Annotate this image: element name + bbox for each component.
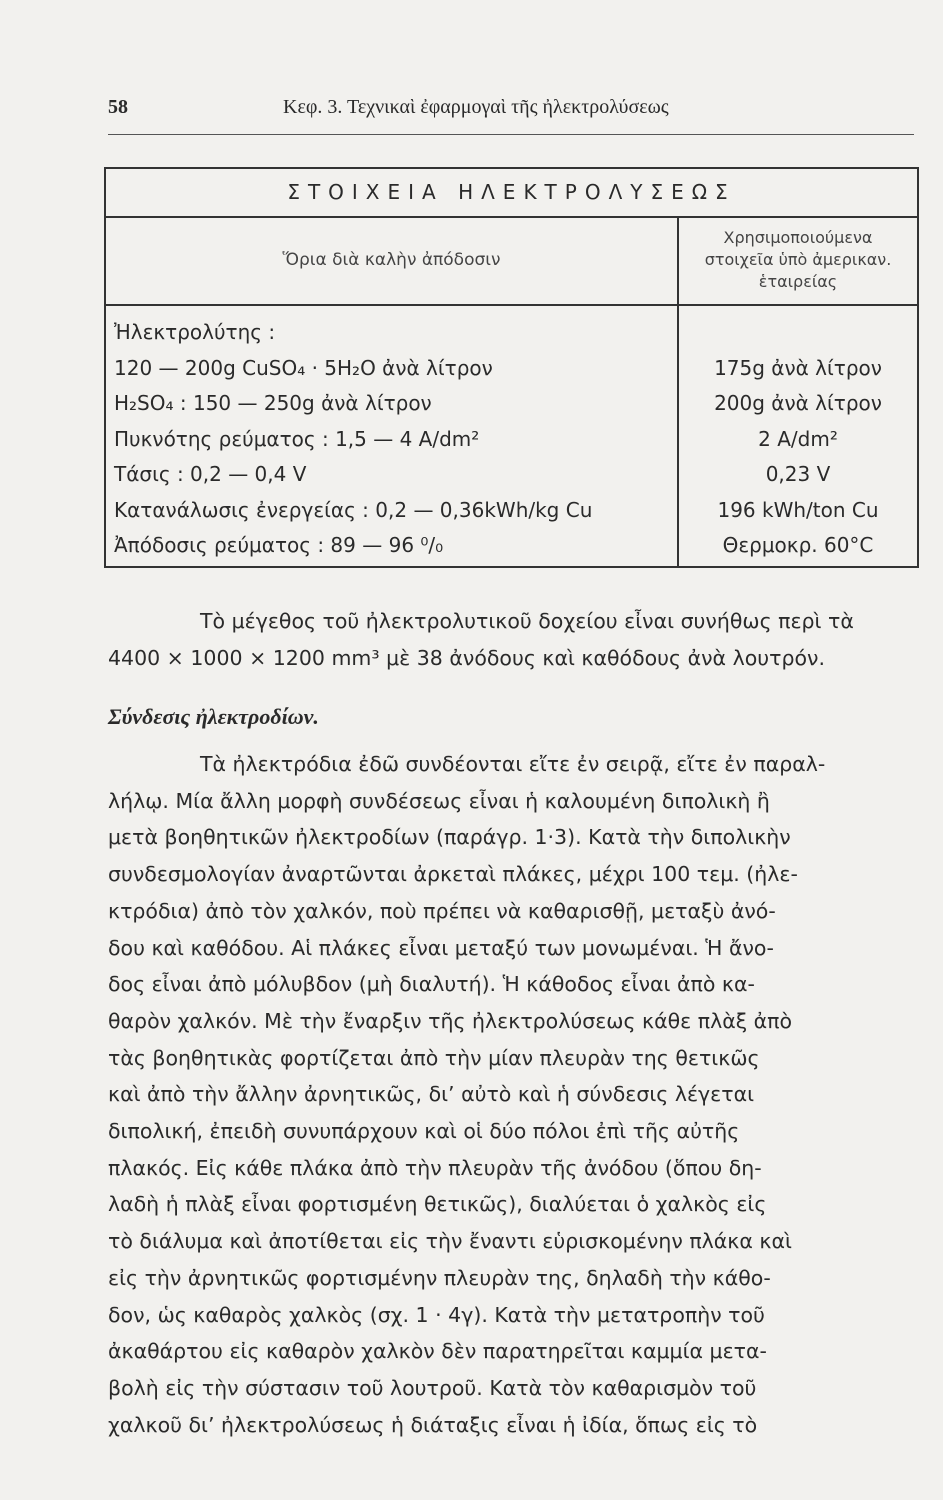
- text-line: διπολική, ἐπειδὴ συνυπάρχουν καὶ οἱ δύο πόλοι ἐπὶ τῆς αὐτῆς: [108, 1119, 740, 1144]
- text-line: θαρὸν χαλκόν. Μὲ τὴν ἔναρξιν τῆς ἠλεκτρολύσεως κάθε πλὰξ ἀπὸ: [108, 1008, 793, 1033]
- limits-column: [114, 315, 674, 564]
- text-line: δος εἶναι ἀπὸ μόλυβδον (μὴ διαλυτή). Ἡ κάθοδος εἶναι ἀπὸ κα-: [108, 972, 755, 997]
- text-line: καὶ ἀπὸ τὴν ἄλλην ἀρνητικῶς, δι’ αὐτὸ καὶ ἡ σύνδεσις λέγεται: [108, 1082, 755, 1107]
- text-line: τὰς βοηθητικὰς φορτίζεται ἀπὸ τὴν μίαν πλευρὰν της θετικῶς: [108, 1045, 760, 1070]
- text-line: δου καὶ καθόδου. Αἱ πλάκες εἶναι μεταξύ των μονωμέναι. Ἡ ἄνο-: [108, 935, 774, 960]
- text-line: Τὸ μέγεθος τοῦ ἠλεκτρολυτικοῦ δοχείου εἶναι συνήθως περὶ τὰ: [200, 609, 854, 633]
- text-line: λήλῳ. Μία ἄλλη μορφὴ συνδέσεως εἶναι ἡ καλουμένη διπολικὴ ἢ: [108, 788, 770, 813]
- table-row: 200g ἀνὰ λίτρον: [714, 391, 882, 415]
- column-header-limits: Ὅρια διὰ καλὴν ἀπόδοσιν: [282, 250, 501, 270]
- paragraph-tank-size: [108, 603, 916, 676]
- text-line: μετὰ βοηθητικῶν ἠλεκτροδίων (παράγρ. 1·3). Κατὰ τὴν διπολικὴν: [108, 825, 791, 850]
- table-row: [679, 315, 917, 351]
- column-header-company: [679, 227, 917, 293]
- text-line: Τὰ ἠλεκτρόδια ἐδῶ συνδέονται εἴτε ἐν σειρᾷ, εἴτε ἐν παραλ-: [200, 752, 826, 776]
- column-header-line: Χρησιμοποιούμενα: [723, 228, 873, 247]
- table-row: 2 A/dm²: [758, 426, 838, 451]
- text-line: χαλκοῦ δι’ ἠλεκτρολύσεως ἡ διάταξις εἶναι ἡ ἰδία, ὅπως εἰς τὸ: [108, 1412, 758, 1437]
- table-row: Ἀπόδοσις ρεύματος : 89 — 96 ⁰/₀: [114, 533, 444, 557]
- table-header-divider: [106, 304, 917, 306]
- table-row: Τάσις : 0,2 — 0,4 V: [114, 462, 307, 486]
- page-number: 58: [108, 96, 128, 118]
- text-line: τὸ διάλυμα καὶ ἀποτίθεται εἰς τὴν ἔναντι εὑρισκομένην πλάκα καὶ: [108, 1229, 792, 1254]
- table-row: 0,23 V: [765, 462, 831, 486]
- text-line: κτρόδια) ἀπὸ τὸν χαλκόν, ποὺ πρέπει νὰ καθαρισθῇ, μεταξὺ ἀνό-: [108, 898, 776, 923]
- electrolysis-table: [104, 167, 919, 568]
- table-row: Πυκνότης ρεύματος : 1,5 — 4 A/dm²: [114, 426, 480, 451]
- table-row: H₂SO₄ : 150 — 250g ἀνὰ λίτρον: [114, 391, 432, 415]
- text-line: πλακός. Εἰς κάθε πλάκα ἀπὸ τὴν πλευρὰν τῆς ἀνόδου (ὅπου δη-: [108, 1155, 762, 1180]
- text-line: ἀκαθάρτου εἰς καθαρὸν χαλκὸν δὲν παρατηρεῖται καμμία μετα-: [108, 1339, 767, 1364]
- table-row: Ἠλεκτρολύτης :: [114, 320, 276, 344]
- text-line: εἰς τὴν ἀρνητικῶς φορτισμένην πλευρὰν της, δηλαδὴ τὴν κάθο-: [108, 1265, 771, 1290]
- column-header-line: ἑταιρείας: [758, 272, 838, 291]
- text-line: δον, ὡς καθαρὸς χαλκὸς (σχ. 1 · 4γ). Κατὰ τὴν μετατροπὴν τοῦ: [108, 1302, 765, 1327]
- company-column: [679, 315, 917, 564]
- section-heading: Σύνδεσις ἠλεκτρoδίων.: [108, 704, 319, 729]
- text-line: συνδεσμολογίαν ἀναρτῶνται ἀρκεταὶ πλάκες, μέχρι 100 τεμ. (ἠλε-: [108, 862, 798, 887]
- table-row: 196 kWh/ton Cu: [717, 497, 879, 522]
- paragraph-electrode-connection: [108, 746, 916, 1443]
- text-line: λαδὴ ἡ πλὰξ εἶναι φορτισμένη θετικῶς), διαλύεται ὁ χαλκὸς εἰς: [108, 1192, 767, 1217]
- table-title: ΣΤΟΙΧΕΙΑ ΗΛΕΚΤΡΟΛΥΣΕΩΣ: [106, 169, 917, 218]
- column-header-line: στοιχεῖα ὑπὸ ἀμερικαν.: [704, 250, 892, 269]
- table-row: 120 — 200g CuSO₄ · 5H₂O ἀνὰ λίτρον: [114, 355, 493, 380]
- text-line: 4400 × 1000 × 1200 mm³ μὲ 38 ἀνόδους καὶ καθόδους ἀνὰ λουτρόν.: [108, 645, 825, 670]
- text-line: βολὴ εἰς τὴν σύστασιν τοῦ λουτροῦ. Κατὰ τὸν καθαρισμὸν τοῦ: [108, 1375, 757, 1400]
- table-row: 175g ἀνὰ λίτρον: [714, 355, 882, 380]
- table-row: Κατανάλωσις ἐνεργείας : 0,2 — 0,36kWh/kg Cu: [114, 497, 593, 522]
- running-title: Κεφ. 3. Τεχνικαὶ ἐφαρμογαὶ τῆς ἠλεκτρολύσεως: [283, 96, 669, 118]
- page-header: [108, 94, 914, 135]
- table-row: Θερμοκρ. 60°C: [722, 533, 874, 557]
